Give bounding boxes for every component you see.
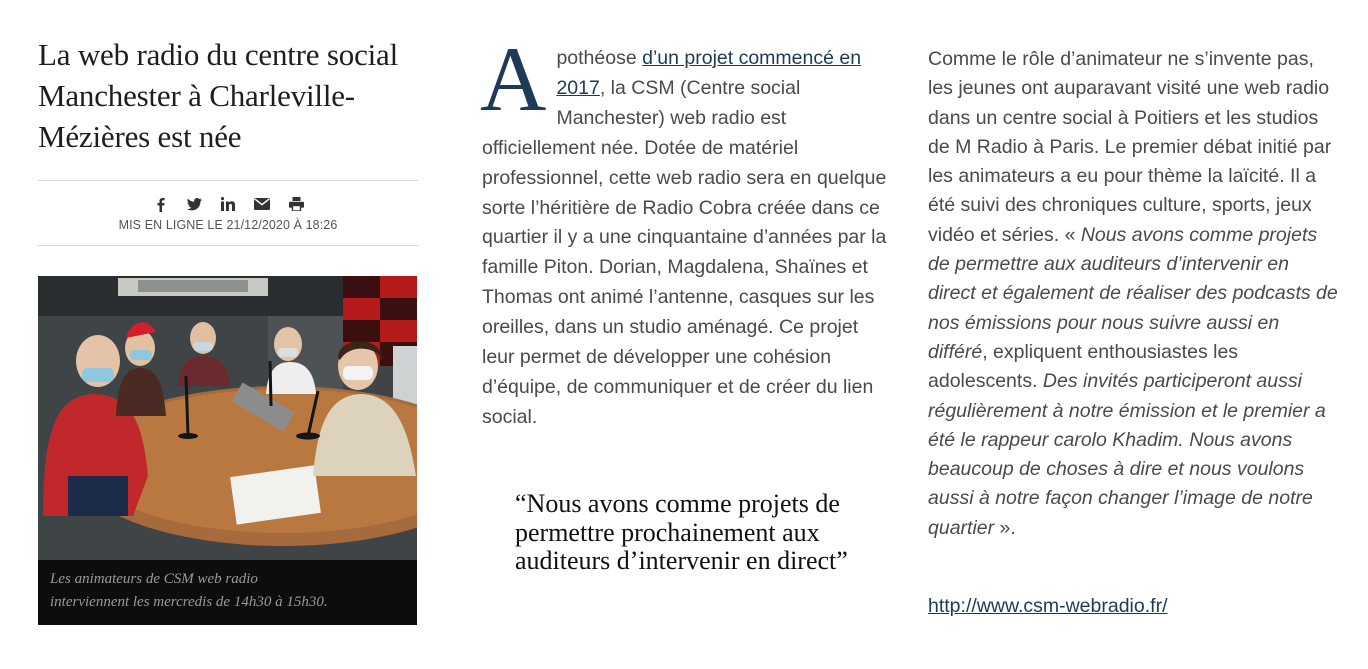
intro-text: , la CSM (Centre social Manchester) web radio est officiellement née. Dotée de matériel professionnel, cette web radio sera en quelque sorte l’héritière de Radio Cobra créée dans ce quartier il y a une cinquantaine d’années par la famille Piton. Dorian, Magdalena, Shaïnes et Thomas ont animé l’antenne, casques sur les oreilles, dans un studio aménagé. Ce projet leur permet de développer une cohésion d’équipe, de communiquer et de créer du lien social. (482, 76, 887, 428)
caption-line: interviennent les mercredis de 14h30 à 15h30. (50, 594, 328, 610)
drop-cap: A (480, 28, 547, 130)
print-icon[interactable] (288, 196, 304, 212)
article-photo (38, 276, 417, 625)
twitter-icon[interactable] (186, 196, 202, 212)
intro-paragraph (480, 28, 894, 433)
previous-article-link[interactable]: d’un projet commencé en 2017 (556, 47, 862, 99)
caption-line: Les animateurs de CSM web radio (50, 571, 258, 587)
facebook-icon[interactable] (152, 196, 168, 212)
body-text: ». (994, 516, 1016, 539)
email-icon[interactable] (254, 196, 270, 212)
body-paragraph (928, 45, 1338, 543)
quote-text: Des invités participeront aussi régulièrement à notre émission et le premier a été le rappeur carolo Khadim. Nous avons beaucoup de choses à dire et nous voulons aussi à notre façon changer l’image de notre quartier (928, 370, 1326, 539)
photo-caption (50, 568, 410, 614)
website-link[interactable]: http://www.csm-webradio.fr/ (928, 595, 1168, 617)
quote-text: Nous avons comme projets de permettre aux auditeurs d’intervenir en direct et également de réaliser des podcasts de nos émissions pour nous suivre aussi en différé (928, 223, 1338, 363)
divider (38, 180, 418, 181)
body-text: Comme le rôle d’animateur ne s’invente pas, les jeunes ont auparavant visité une web radio dans un centre social à Poitiers et les studios de M Radio à Paris. Le premier débat initié par les animateurs a eu pour thème la laïcité. Il a été suivi des chroniques culture, sports, jeux vidéo et séries. « (928, 48, 1332, 246)
right-column (928, 45, 1338, 543)
publish-date: MIS EN LIGNE LE 21/12/2020 À 18:26 (118, 218, 338, 232)
divider (38, 245, 418, 246)
linkedin-icon[interactable] (220, 196, 236, 212)
pull-quote: “Nous avons comme projets de permettre prochainement aux auditeurs d’intervenir en direct” (515, 489, 848, 575)
intro-text: pothéose (556, 47, 643, 69)
share-bar (38, 196, 418, 212)
middle-column (480, 28, 894, 433)
left-column (38, 34, 418, 246)
studio-photo-image (38, 276, 417, 560)
body-text: , expliquent enthousiastes les adolescents. (928, 340, 1239, 393)
article-headline: La web radio du centre social Manchester à Charleville-Mézières est née (38, 37, 399, 154)
